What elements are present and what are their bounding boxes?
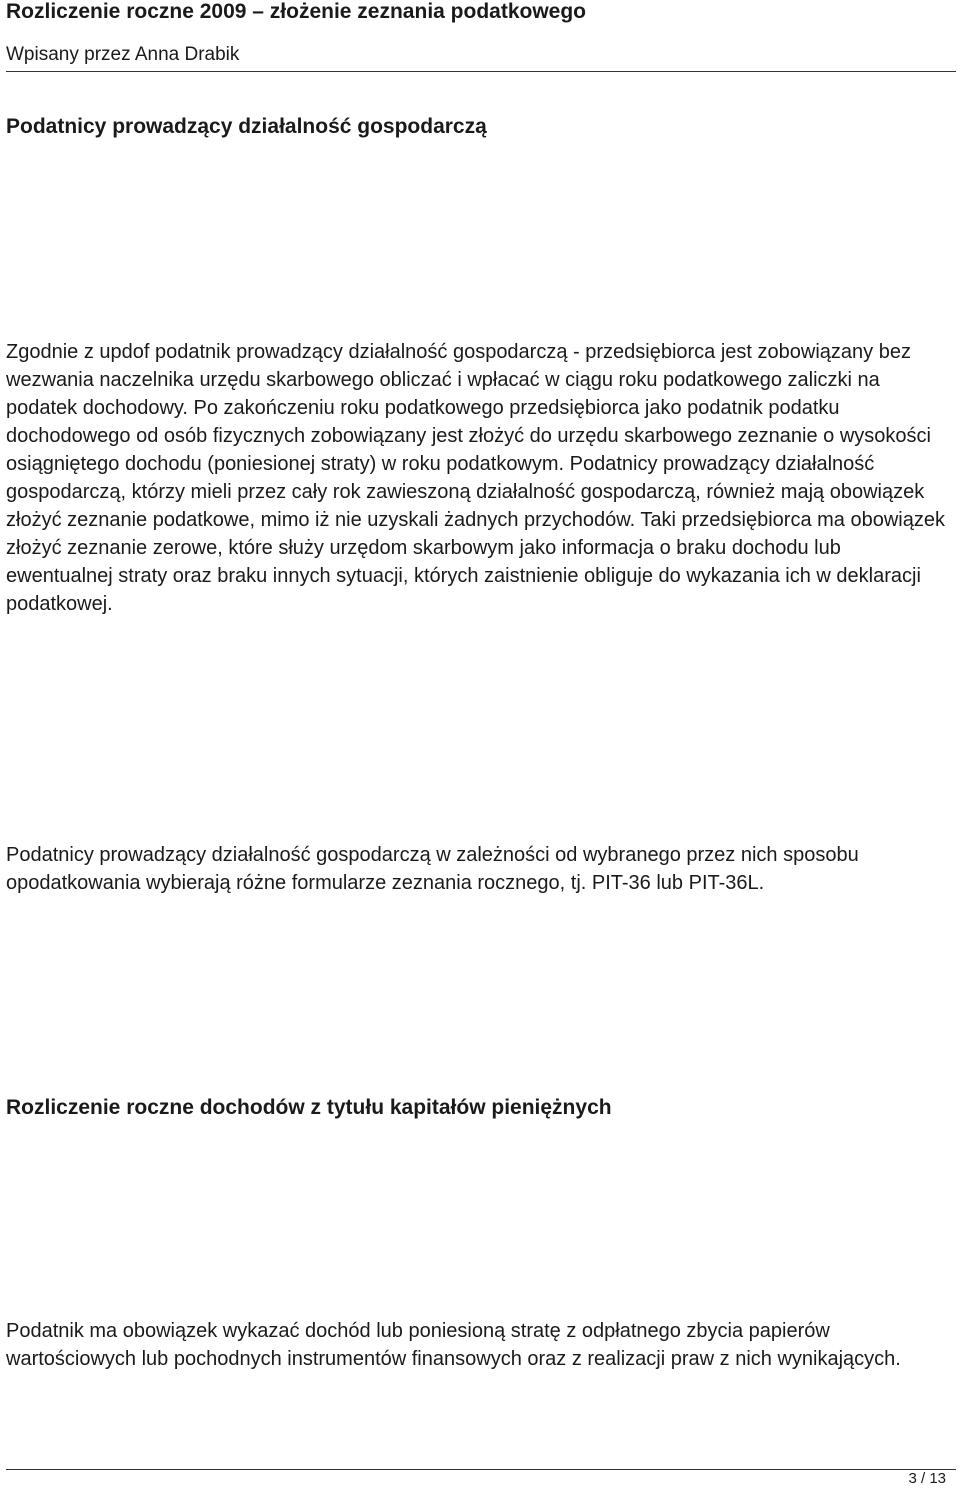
author-line: Wpisany przez Anna Drabik [6,44,240,65]
paragraph-business-obligations: Zgodnie z updof podatnik prowadzący działalność gospodarczą - przedsiębiorca jest zobowiązany bez wezwania naczelnika urzędu skarbowego obliczać i wpłacać w ciągu roku podatkowego zaliczki na podatek dochodowy. Po zakończeniu roku podatkowego przedsiębiorca jako podatnik podatku dochodowego od osób fizycznych zobowiązany jest złożyć do urzędu skarbowego zeznanie o wysokości osiągniętego dochodu (poniesionej straty) w roku podatkowym. Podatnicy prowadzący działalność gospodarczą, którzy mieli przez cały rok zawieszoną działalność gospodarczą, również mają obowiązek złożyć zeznanie podatkowe, mimo iż nie uzyskali żadnych przychodów. Taki przedsiębiorca ma obowiązek złożyć zeznanie zerowe, które służy urzędom skarbowym jako informacja o braku dochodu lub ewentualnej straty oraz braku innych sytuacji, których zaistnienie obliguje do wykazania ich w deklaracji podatkowej. [6,341,945,615]
section-heading-capital: Rozliczenie roczne dochodów z tytułu kapitałów pieniężnych [6,1096,612,1119]
page-number: 3 / 13 [908,1470,946,1487]
footer-divider [6,1469,956,1470]
header-divider [6,71,956,72]
paragraph-capital-gains: Podatnik ma obowiązek wykazać dochód lub poniesioną stratę z odpłatnego zbycia papierów wartościowych lub pochodnych instrumentów finansowych oraz z realizacji praw z nich wynikających. [6,1320,901,1370]
section-heading-business: Podatnicy prowadzący działalność gospodarczą [6,115,487,138]
document-title: Rozliczenie roczne 2009 – złożenie zeznania podatkowego [6,0,586,23]
paragraph-business-forms: Podatnicy prowadzący działalność gospodarczą w zależności od wybranego przez nich sposobu opodatkowania wybierają różne formularze zeznania rocznego, tj. PIT-36 lub PIT-36L. [6,844,859,894]
